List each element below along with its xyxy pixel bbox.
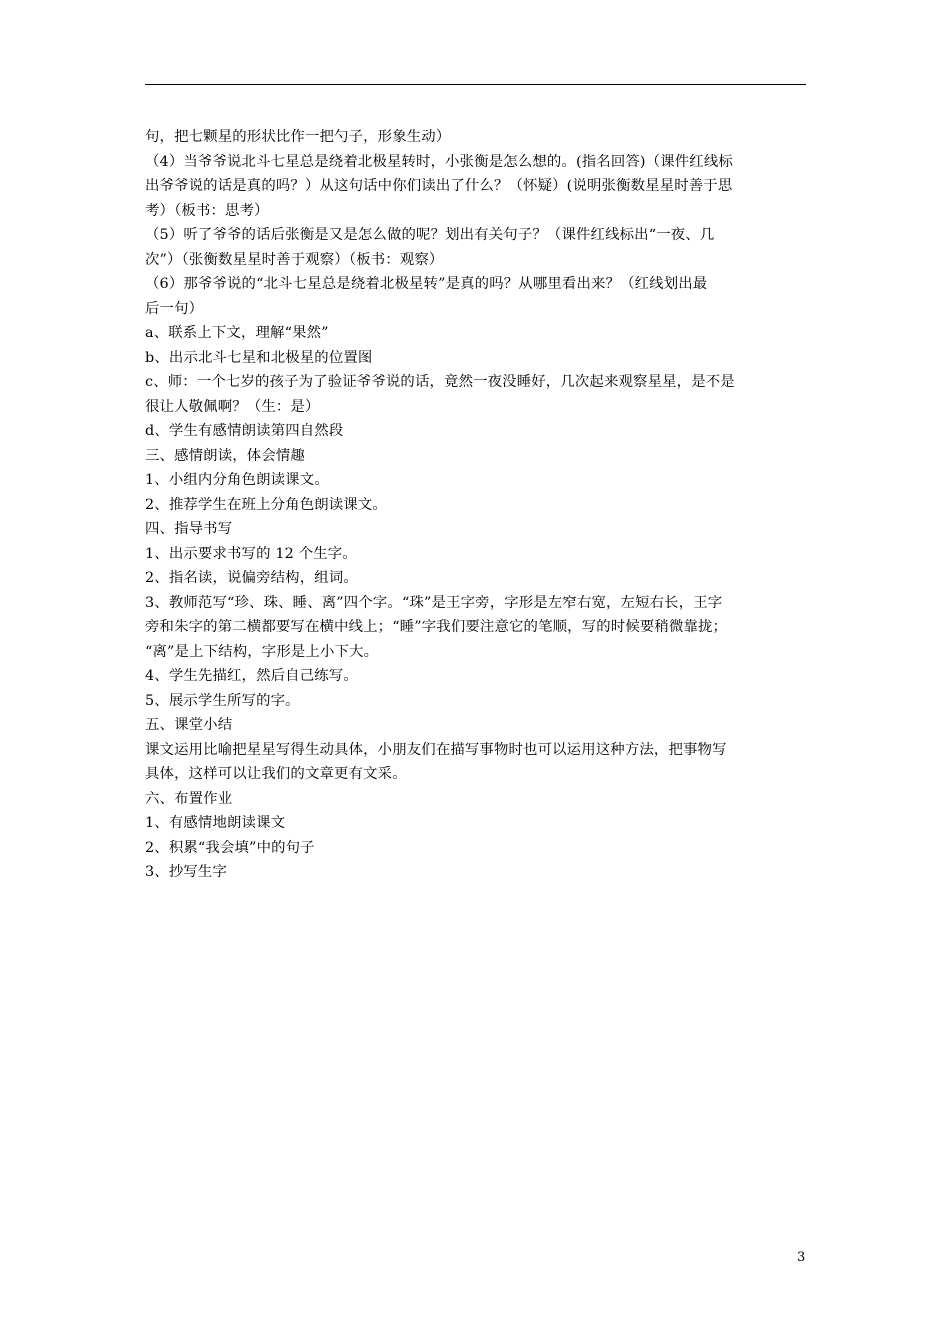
text-line: （4）当爷爷说北斗七星总是绕着北极星转时，小张衡是怎么想的。(指名回答)（课件红线标: [145, 153, 733, 170]
text-line: b、出示北斗七星和北极星的位置图: [145, 349, 373, 366]
text-line: 3、教师范写“珍、珠、睡、离”四个字。“珠”是王字旁，字形是左窄右宽，左短右长，王字: [145, 594, 723, 611]
header-rule: [145, 84, 806, 85]
text-line: 课文运用比喻把星星写得生动具体，小朋友们在描写事物时也可以运用这种方法，把事物写: [145, 741, 727, 758]
section-heading: 六、布置作业: [145, 790, 233, 807]
text-line: c、师：一个七岁的孩子为了验证爷爷说的话，竟然一夜没睡好，几次起来观察星星，是不是: [145, 374, 735, 390]
text-line: d、学生有感情朗读第四自然段: [145, 423, 344, 439]
section-heading: 三、感情朗读，体会情趣: [145, 447, 305, 464]
section-heading: 五、课堂小结: [145, 717, 233, 733]
text-line: 4、学生先描红，然后自己练写。: [145, 668, 358, 684]
text-line: 后一句）: [145, 300, 204, 317]
text-line: 次”）（张衡数星星时善于观察）（板书：观察）: [145, 251, 444, 268]
text-line: 考）（板书：思考）: [145, 202, 269, 219]
text-line: 2、指名读，说偏旁结构，组词。: [145, 570, 358, 586]
section-heading: 四、指导书写: [145, 521, 233, 537]
text-line: 句，把七颗星的形状比作一把勺子，形象生动）: [145, 129, 451, 145]
text-line: （6）那爷爷说的“北斗七星总是绕着北极星转”是真的吗？从哪里看出来？（红线划出最: [145, 276, 708, 292]
text-line: 1、小组内分角色朗读课文。: [145, 472, 329, 488]
text-line: 出爷爷说的话是真的吗？）从这句话中你们读出了什么？（怀疑）(说明张衡数星星时善于思: [145, 178, 733, 194]
text-line: 1、出示要求书写的 12 个生字。: [145, 545, 357, 562]
text-line: 具体，这样可以让我们的文章更有文采。: [145, 766, 407, 782]
text-line: a、联系上下文，理解“果然”: [145, 325, 329, 341]
text-line: 1、有感情地朗读课文: [145, 815, 286, 831]
text-line: 2、积累“我会填”中的句子: [145, 839, 315, 856]
text-line: 很让人敬佩啊？（生：是）: [145, 398, 320, 415]
text-line: （5）听了爷爷的话后张衡是又是怎么做的呢？划出有关句子？（课件红线标出“一夜、几: [145, 227, 715, 243]
text-line: “离”是上下结构，字形是上小下大。: [145, 643, 379, 660]
text-line: 2、推荐学生在班上分角色朗读课文。: [145, 496, 387, 513]
page-number: 3: [797, 1250, 806, 1265]
text-line: 旁和朱字的第二横都要写在横中线上；“睡”字我们要注意它的笔顺，写的时候要稍微靠拢；: [145, 619, 728, 635]
text-line: 5、展示学生所写的字。: [145, 692, 300, 709]
text-line: 3、抄写生字: [145, 864, 228, 880]
document-body: [145, 125, 810, 885]
